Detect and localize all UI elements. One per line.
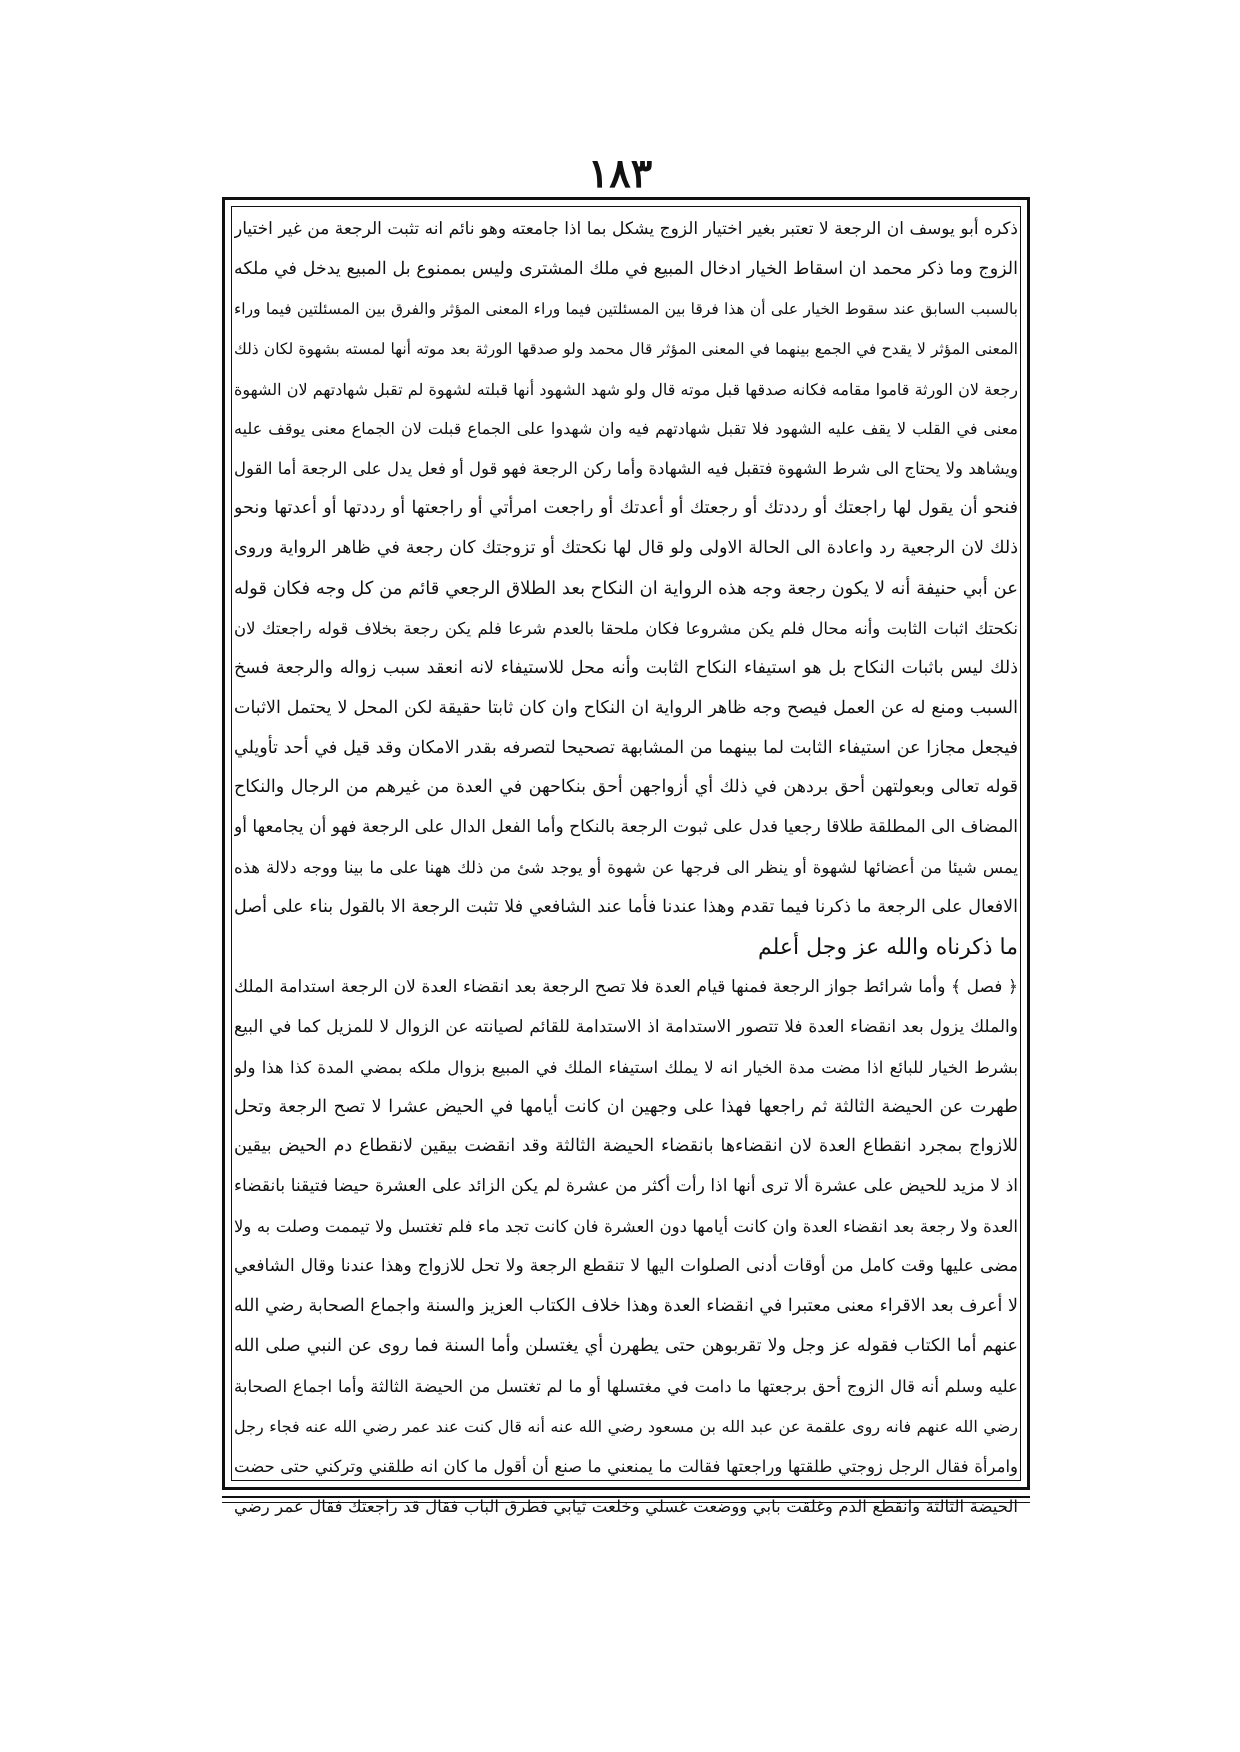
text-line: السبب ومنع له عن العمل فيصح وجه ظاهر الرواية ان النكاح وان كان ثابتا حقيقة لكن المحل لا يحتمل الاثبات [234, 697, 1018, 718]
text-line: فنحو أن يقول لها راجعتك أو رددتك أو رجعتك أو أعدتك أو راجعت امرأتي أو راجعتها أو رددتها أو أعدتها ونحو [234, 498, 1018, 519]
text-line: طهرت عن الحيضة الثالثة ثم راجعها فهذا على وجهين ان كانت أيامها في الحيض عشرا لا تصح الرجعة وتحل [234, 1096, 1018, 1117]
text-line: الحيضة الثالثة وانقطع الدم وغلقت بابي ووضعت غسلي وخلعت ثيابي فطرق الباب فقال قد راجعتك فقال عمر رضي [234, 1496, 1018, 1516]
page-body [234, 210, 1018, 1516]
text-line: وامرأة فقال الرجل زوجتي طلقتها وراجعتها فقالت ما يمنعني ما صنع أن أقول ما كان انه طلقني وتركني حتى حضت [234, 1456, 1018, 1476]
text-line: المعنى المؤثر لا يقدح في الجمع بينهما في المعنى المؤثر قال محمد ولو صدقها الورثة بعد موته أنها لمسته بشهوة لكان ذلك [234, 339, 1018, 358]
section-heading-line: ﴿ فصل ﴾ وأما شرائط جواز الرجعة فمنها قيام العدة فلا تصح الرجعة بعد انقضاء العدة لان الرجعة استدامة الملك [234, 976, 1018, 997]
text-line: الافعال على الرجعة ما ذكرنا فيما تقدم وهذا عندنا فأما عند الشافعي فلا تثبت الرجعة الا بالقول بناء على أصل [234, 897, 1018, 918]
text-line: ذكره أبو يوسف ان الرجعة لا تعتبر بغير اختيار الزوج يشكل بما اذا جامعته وهو نائم انه تثبت الرجعة من غير اختيار [234, 219, 1018, 239]
text-line: بشرط الخيار للبائع اذا مضت مدة الخيار انه لا يملك استيفاء الملك في المبيع بزوال ملكه بمضي المدة كذا هذا ولو [234, 1057, 1018, 1077]
text-line: عن أبي حنيفة أنه لا يكون رجعة وجه هذه الرواية ان النكاح بعد الطلاق الرجعي قائم من كل وجه فكان قوله [234, 578, 1018, 600]
text-line: معنى في القلب لا يقف عليه الشهود فلا تقبل شهادتهم فيه وان شهدوا على الجماع قبلت لان الجماع معنى يوقف عليه [234, 419, 1018, 439]
text-line: لا أعرف بعد الاقراء معنى معتبرا في انقضاء العدة وهذا خلاف الكتاب العزيز والسنة واجماع الصحابة رضي الله [234, 1296, 1018, 1317]
text-line: والملك يزول بعد انقضاء العدة فلا تتصور الاستدامة اذ الاستدامة للقائم لصيانته عن الزوال لا للمزيل كما في البيع [234, 1016, 1018, 1037]
text-line: الزوج وما ذكر محمد ان اسقاط الخيار ادخال المبيع في ملك المشترى وليس بممنوع بل المبيع يدخل في ملكه [234, 258, 1018, 279]
text-line: يمس شيئا من أعضائها لشهوة أو ينظر الى فرجها عن شهوة أو يوجد شئ من ذلك ههنا على ما بينا ووجه دلالة هذه [234, 858, 1018, 878]
text-line: رجعة لان الورثة قاموا مقامه فكانه صدقها قبل موته قال ولو شهد الشهود أنها قبلته لشهوة لم تقبل شهادتهم لان الشهوة [234, 379, 1018, 399]
text-line: عنهم أما الكتاب فقوله عز وجل ولا تقربوهن حتى يطهرن أي يغتسلن وأما السنة فما روى عن النبي صلى الله [234, 1335, 1018, 1356]
text-line: فيجعل مجازا عن استيفاء الثابت لما بينهما من المشابهة تصحيحا لتصرفه بقدر الامكان وقد قيل في أحد تأويلي [234, 737, 1018, 758]
text-line: بالسبب السابق عند سقوط الخيار على أن هذا فرقا بين المسئلتين فيما وراء المعنى المؤثر والفرق بين المسئلتين فيما وراء [234, 299, 1018, 318]
text-line: رضي الله عنهم فانه روى علقمة عن عبد الله بن مسعود رضي الله عنه أنه قال كنت عند عمر رضي الله عنه فجاء رجل [234, 1416, 1018, 1436]
text-line: للازواج بمجرد انقطاع العدة لان انقضاءها بانقضاء الحيضة الثالثة وقد انقضت بيقين لانقطاع دم الحيض بيقين [234, 1136, 1018, 1157]
page-number: ۱۸۳ [587, 150, 653, 197]
text-line: اذ لا مزيد للحيض على عشرة ألا ترى أنها اذا رأت أكثر من عشرة لم يكن الزائد على العشرة حيضا فتيقنا بانقضاء [234, 1176, 1018, 1197]
text-line: ذلك ليس باثبات النكاح بل هو استيفاء النكاح الثابت وأنه محل للاستيفاء لانه انعقد سبب زواله والرجعة فسخ [234, 657, 1018, 678]
text-line: قوله تعالى وبعولتهن أحق بردهن في ذلك أي أزواجهن أحق بنكاحهن في العدة من غيرهم من الرجال والنكاح [234, 777, 1018, 798]
text-line: العدة ولا رجعة بعد انقضاء العدة وان كانت أيامها دون العشرة فان كانت تجد ماء فلم تغتسل ولا تيممت وصلت به ولا [234, 1217, 1018, 1237]
paragraph-end-line: ما ذكرناه والله عز وجل أعلم [757, 935, 1018, 961]
text-line: المضاف الى المطلقة طلاقا رجعيا فدل على ثبوت الرجعة بالنكاح وأما الفعل الدال على الرجعة فهو أن يجامعها أو [234, 817, 1018, 838]
text-line: ذلك لان الرجعية رد واعادة الى الحالة الاولى ولو قال لها نكحتك أو تزوجتك كان رجعة في ظاهر الرواية وروى [234, 538, 1018, 559]
text-line: عليه وسلم أنه قال الزوج أحق برجعتها ما دامت في مغتسلها أو ما لم تغتسل من الحيضة الثالثة وأما اجماع الصحابة [234, 1376, 1018, 1396]
text-line: مضى عليها وقت كامل من أوقات أدنى الصلوات اليها لا تنقطع الرجعة ولا تحل للازواج وهذا عندنا وقال الشافعي [234, 1256, 1018, 1277]
text-line: نكحتك اثبات الثابت وأنه محال فلم يكن مشروعا فكان ملحقا بالعدم شرعا فلم يكن رجعة بخلاف قوله راجعتك لان [234, 618, 1018, 638]
text-line: ويشاهد ولا يحتاج الى شرط الشهوة فتقبل فيه الشهادة وأما ركن الرجعة فهو قول أو فعل يدل على الرجعة أما القول [234, 459, 1018, 479]
